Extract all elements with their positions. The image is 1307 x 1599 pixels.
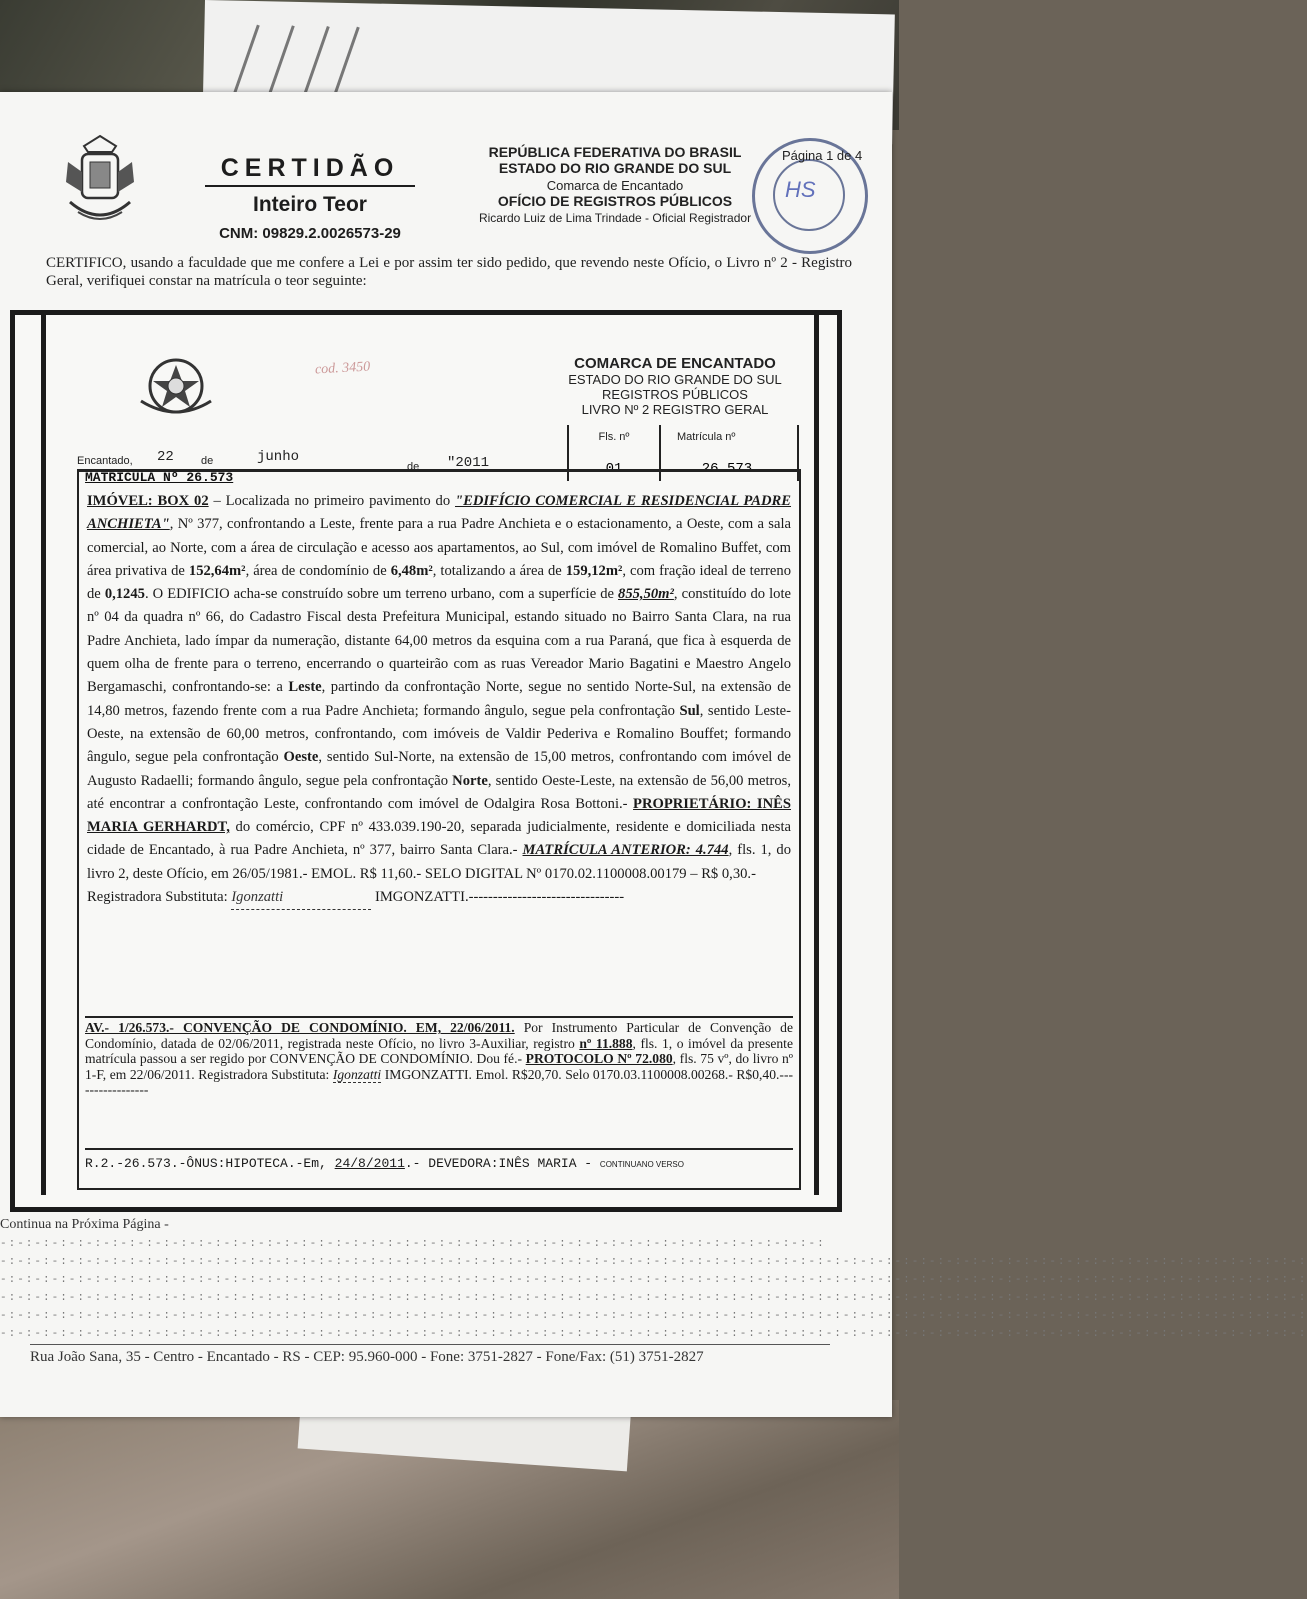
- scribble-mark: [231, 25, 260, 102]
- av-signature: Igonzatti: [332, 1066, 382, 1082]
- av-protocolo: PROTOCOLO Nº 72.080: [525, 1051, 673, 1066]
- matricula-value: 26.573: [701, 461, 753, 477]
- direction-norte: Norte: [452, 772, 488, 789]
- r2-date: 24/8/2011: [334, 1156, 405, 1171]
- stamp-initials: HS: [785, 177, 816, 202]
- dash-filler: -:-:-:-:-:-:-:-:-:-:-:-:-:-:-:-:-:-:-:-:-:-:-:-:-:-:-:-:-:-:-:-:-:-:-:-:-:-:-:-:-:-:-:-:-:-:-:-:-:-:-:-:-:-:-:-:-:-:-:-:-:-:-:-:-:-:-:-:-:-:-:-:-:-:-:-:: [0, 1328, 1307, 1340]
- condo-area: 6,48m²: [390, 562, 433, 579]
- ideal-fraction: 0,1245: [104, 586, 145, 603]
- text-segment: Por Instrumento Particular de Convenção de Condomínio, datada de 02/06/2011, registrada neste Ofício, no livro 3-Auxiliar, registro: [85, 1020, 793, 1051]
- footer-address: Rua João Sana, 35 - Centro - Encantado - RS - CEP: 95.960-000 - Fone: 3751-2827 - Fone/Fax: (51) 3751-2827: [30, 1344, 830, 1366]
- city-label: Encantado,: [77, 455, 133, 467]
- r2-continua: CONTINUANO VERSO: [599, 1160, 684, 1169]
- certificate-title: CERTIDÃO: [205, 154, 415, 187]
- direction-oeste: Oeste: [283, 749, 319, 766]
- text-segment: , fls. 75 vº, do livro nº 1-F, em 22/06/2011. Registradora Substituta:: [85, 1051, 793, 1082]
- direction-leste: Leste: [288, 679, 322, 696]
- matricula-heading: MATRICULA Nº 26.573: [85, 470, 234, 485]
- previous-matricula: MATRÍCULA ANTERIOR: 4.744: [522, 842, 729, 859]
- text-segment: , fls. 1, o imóvel da presente matrícula passou a ser regido por CONVENÇÃO DE CONDOMÍNIO. Dou fé.-: [85, 1035, 793, 1066]
- certificate-subtitle: Inteiro Teor: [253, 193, 367, 216]
- dash-filler: -:-:-:-:-:-:-:-:-:-:-:-:-:-:-:-:-:-:-:-:-:-:-:-:-:-:-:-:-:-:-:-:-:-:-:-:-:-:-:-:-:-:-:-:-:-:-:-:: [0, 1238, 826, 1250]
- registry-registros: REGISTROS PÚBLICOS: [602, 387, 748, 402]
- r2-debtor: .- DEVEDORA:INÊS MARIA -: [404, 1156, 593, 1171]
- imgonzatti-label: IMGONZATTI.--------------------------------: [374, 889, 625, 906]
- signature: [231, 886, 371, 910]
- registry-header: [545, 355, 805, 417]
- cnm-code: CNM: 09829.2.0026573-29: [219, 225, 401, 242]
- text-segment: , com fração ideal de terreno de: [87, 562, 791, 603]
- text-segment: , área de condomínio de: [245, 562, 391, 579]
- text-segment: , constituído do lote nº 04 da quadra nº 66, do Cadastro Fiscal desta Prefeitura Municipal, estando situado no Bairro Santa Clara, na rua Padre Anchieta, lado ímpar da numeração, distante 64,00 metros da esquina com a rua Paraná, que fica à esquerda de quem olha de frente para o terreno, encerrando o quarteirão com as ruas Vereador Mario Bagatini e Maestro Angelo Bergamaschi, confrontando-se: a: [87, 586, 791, 696]
- date-de-2: de: [407, 461, 420, 473]
- av-registro: nº 11.888: [579, 1035, 633, 1051]
- signature-text: Igonzatti: [231, 889, 284, 906]
- r2-entry: [85, 1148, 793, 1171]
- scribble-mark: [266, 25, 295, 102]
- owner-label: PROPRIETÁRIO: INÊS MARIA GERHARDT,: [87, 795, 791, 836]
- text-segment: , sentido Sul-Norte, na extensão de 15,00 metros, confrontando com imóvel de Augusto Radaelli; formando ângulo, segue pela confrontação: [87, 749, 791, 789]
- text-segment: , totalizando a área de: [432, 562, 566, 579]
- matricula-content: [77, 469, 801, 1190]
- registry-livro: LIVRO Nº 2 REGISTRO GERAL: [581, 402, 769, 417]
- state-coat-of-arms-icon: [58, 132, 142, 232]
- office-header: [440, 144, 790, 225]
- national-seal-icon: [135, 351, 217, 421]
- building-name: "EDIFÍCIO COMERCIAL E RESIDENCIAL PADRE ANCHIETA": [87, 493, 792, 533]
- certifico-statement: CERTIFICO, usando a faculdade que me confere a Lei e por assim ter sido pedido, que revendo neste Ofício, o Livro nº 2 - Registro Geral, verifiquei constar na matrícula o teor seguinte:: [46, 255, 852, 289]
- registrar-substitute-label: Registradora Substituta:: [87, 889, 228, 906]
- page-number: Página 1 de 4: [782, 148, 863, 163]
- text-segment: IMGONZATTI. Emol. R$20,70. Selo 0170.03.1100008.00268.- R$0,40.-----------------: [85, 1066, 794, 1097]
- text-segment: , Nº 377, confrontando a Leste, frente para a rua Padre Anchieta e o estacionamento, a Oeste, com a sala comercial, ao Norte, com a área de circulação e acesso aos apartamentos, ao Sul, com imóvel de Romalino Buffet, com área privativa de: [87, 516, 791, 579]
- state-line: ESTADO DO RIO GRANDE DO SUL: [498, 160, 732, 176]
- text-segment: . O EDIFICIO acha-se construído sobre um terreno urbano, com a superfície de: [144, 586, 619, 603]
- imovel-label: IMÓVEL: BOX 02: [87, 493, 209, 509]
- av-heading: AV.- 1/26.573.- CONVENÇÃO DE CONDOMÍNIO. EM, 22/06/2011.: [85, 1020, 515, 1035]
- comarca-line: Comarca de Encantado: [546, 178, 684, 193]
- text-segment: do comércio, CPF nº 433.039.190-20, separada judicialmente, residente e domiciliada nesta cidade de Encantado, à rua Padre Anchieta, nº 377, bairro Santa Clara.-: [87, 819, 792, 859]
- registry-state: ESTADO DO RIO GRANDE DO SUL: [568, 372, 782, 387]
- date-de-1: de: [201, 455, 214, 467]
- property-description: [87, 490, 791, 910]
- date-year: "2011: [447, 455, 490, 471]
- dash-filler: -:-:-:-:-:-:-:-:-:-:-:-:-:-:-:-:-:-:-:-:-:-:-:-:-:-:-:-:-:-:-:-:-:-:-:-:-:-:-:-:-:-:-:-:-:-:-:-:-:-:-:-:-:-:-:-:-:-:-:-:-:-:-:-:-:-:-:-:-:-:-:-:-:-:-:-:: [0, 1256, 1307, 1268]
- continua-section: [0, 1216, 1307, 1343]
- office-line: OFÍCIO DE REGISTROS PÚBLICOS: [497, 193, 733, 209]
- r2-text: R.2.-26.573.-ÔNUS:HIPOTECA.-Em,: [85, 1156, 327, 1171]
- averbacao-entry: [85, 1016, 793, 1098]
- dash-filler: -:-:-:-:-:-:-:-:-:-:-:-:-:-:-:-:-:-:-:-:-:-:-:-:-:-:-:-:-:-:-:-:-:-:-:-:-:-:-:-:-:-:-:-:-:-:-:-:-:-:-:-:-:-:-:-:-:-:-:-:-:-:-:-:-:-:-:-:-:-:-:-:-:-:-:-:: [0, 1310, 1307, 1322]
- matricula-label: Matrícula nº: [677, 431, 736, 443]
- date-month: junho: [257, 449, 300, 465]
- text-segment: , sentido Leste-Oeste, na extensão de 60,00 metros, confrontando, com imóveis de Valdir Pederiva e Romalino Bouffet; formando ângulo, segue pela confrontação: [87, 702, 791, 766]
- dash-filler: -:-:-:-:-:-:-:-:-:-:-:-:-:-:-:-:-:-:-:-:-:-:-:-:-:-:-:-:-:-:-:-:-:-:-:-:-:-:-:-:-:-:-:-:-:-:-:-:-:-:-:-:-:-:-:-:-:-:-:-:-:-:-:-:-:-:-:-:-:-:-:-:-:-:-:-:: [0, 1274, 1307, 1286]
- continua-label: Continua na Próxima Página -: [0, 1217, 169, 1232]
- date-day: 22: [157, 449, 174, 465]
- total-area: 159,12m²: [565, 562, 623, 579]
- text-segment: , fls. 1, do livro 2, deste Ofício, em 26/05/1981.- EMOL. R$ 11,60.- SELO DIGITAL Nº 0170.02.1100008.00179 – R$ 0,30.-: [87, 842, 791, 882]
- private-area: 152,64m²: [188, 562, 246, 579]
- certificate-title-block: [205, 154, 415, 242]
- registry-frame: [10, 310, 842, 1212]
- text-segment: – Localizada no primeiro pavimento do: [208, 493, 455, 509]
- dash-filler: -:-:-:-:-:-:-:-:-:-:-:-:-:-:-:-:-:-:-:-:-:-:-:-:-:-:-:-:-:-:-:-:-:-:-:-:-:-:-:-:-:-:-:-:-:-:-:-:-:-:-:-:-:-:-:-:-:-:-:-:-:-:-:-:-:-:-:-:-:-:-:-:-:-:-:-:: [0, 1292, 1307, 1304]
- republic-line: REPÚBLICA FEDERATIVA DO BRASIL: [488, 144, 742, 160]
- text-segment: , sentido Oeste-Leste, na extensão de 56,00 metros, até encontrar a confrontação Leste, confrontando com imóvel de Odalgira Rosa Bottoni.-: [87, 772, 791, 812]
- direction-sul: Sul: [679, 702, 700, 719]
- faded-handwritten-code: cod. 3450: [314, 359, 371, 378]
- fls-label: Fls. nº: [598, 431, 630, 443]
- land-area: 855,50m²: [618, 586, 674, 603]
- certificate-page: [0, 92, 1307, 1417]
- registrar-line: Ricardo Luiz de Lima Trindade - Oficial Registrador: [478, 211, 752, 225]
- comarca-title: COMARCA DE ENCANTADO: [574, 355, 776, 372]
- fls-value: 01: [605, 461, 623, 477]
- text-segment: , partindo da confrontação Norte, segue no sentido Norte-Sul, na extensão de 14,80 metros, fazendo frente com a rua Padre Anchieta; formando ângulo, segue pela confrontação: [87, 679, 791, 719]
